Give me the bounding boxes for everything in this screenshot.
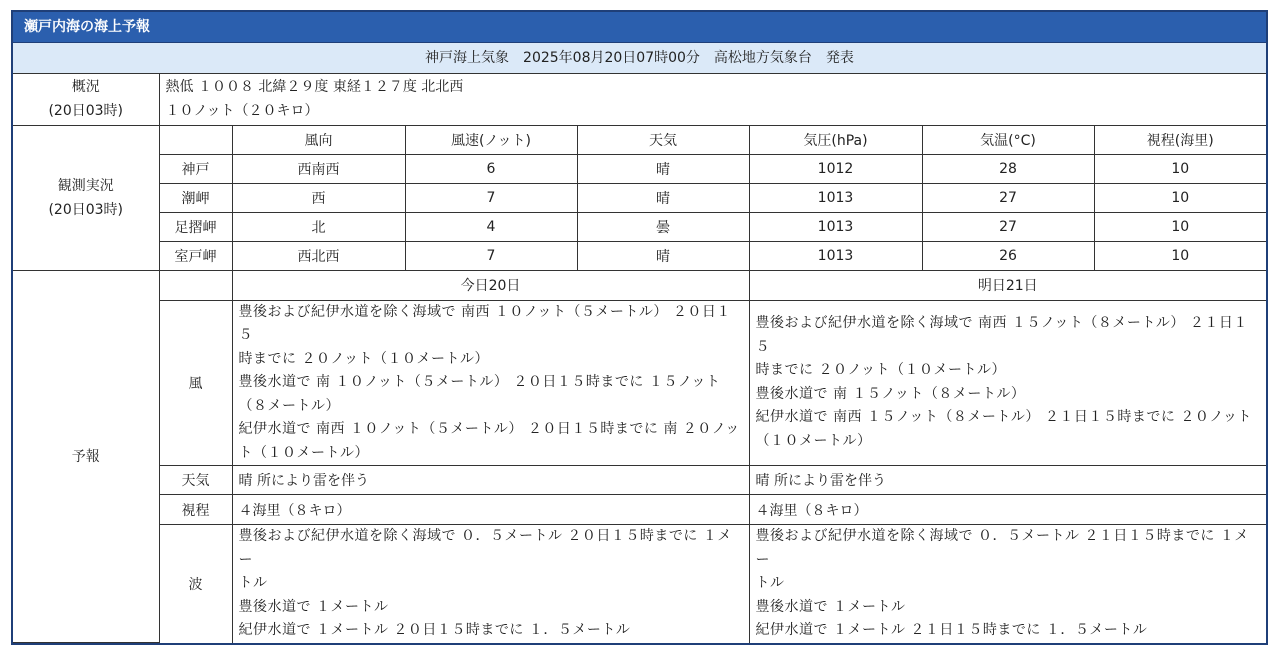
wind-speed-cell: 7: [405, 241, 577, 270]
forecast-weather-row: [13, 466, 1266, 495]
weather-cell: 曇: [577, 212, 749, 241]
table-row: [13, 212, 1266, 241]
station-header-empty: [159, 125, 232, 154]
wind-today-text: 豊後および紀伊水道を除く海域で 南西 １０ノット（５メートル） ２０日１５ 時までに ２０ノット（１０メートル） 豊後水道で 南 １０ノット（５メートル） ２０日１５時までに １５ノット （８メートル） 紀伊水道で 南西 １０ノット（５メートル） ２０日１５時までに 南 ２０ノッ ト（１０メートル）: [232, 300, 749, 466]
weather-cell: 晴: [577, 241, 749, 270]
pressure-cell: 1013: [749, 212, 922, 241]
col-header-pressure: 気圧(hPa): [749, 125, 922, 154]
issued-line: 神戸海上気象 2025年08月20日07時00分 高松地方気象台 発表: [13, 43, 1266, 74]
temp-cell: 27: [922, 183, 1094, 212]
weather-today-text: 晴 所により雷を伴う: [232, 466, 749, 495]
wind-dir-cell: 西北西: [232, 241, 405, 270]
col-header-weather: 天気: [577, 125, 749, 154]
wind-speed-cell: 4: [405, 212, 577, 241]
station-name: 潮岬: [159, 183, 232, 212]
pressure-cell: 1013: [749, 183, 922, 212]
forecast-table: [13, 74, 1266, 643]
overview-row: [13, 74, 1266, 125]
wind-dir-cell: 北: [232, 212, 405, 241]
station-name: 足摺岬: [159, 212, 232, 241]
forecast-header-empty: [159, 270, 232, 300]
temp-cell: 27: [922, 212, 1094, 241]
weather-cell: 晴: [577, 183, 749, 212]
visibility-cell: 10: [1094, 154, 1266, 183]
pressure-cell: 1013: [749, 241, 922, 270]
weather-cell: 晴: [577, 154, 749, 183]
observations-label: 観測実況 (20日03時): [13, 125, 159, 270]
visibility-today-text: ４海里（８キロ）: [232, 495, 749, 525]
overview-label: 概況 (20日03時): [13, 74, 159, 125]
wind-label: 風: [159, 300, 232, 466]
weather-label: 天気: [159, 466, 232, 495]
observations-header-row: [13, 125, 1266, 154]
wind-dir-cell: 西: [232, 183, 405, 212]
forecast-visibility-row: [13, 495, 1266, 525]
marine-forecast-panel: [11, 10, 1268, 645]
visibility-cell: 10: [1094, 241, 1266, 270]
forecast-header-row: [13, 270, 1266, 300]
col-header-wind-dir: 風向: [232, 125, 405, 154]
tomorrow-header: 明日21日: [749, 270, 1266, 300]
station-name: 室戸岬: [159, 241, 232, 270]
visibility-cell: 10: [1094, 212, 1266, 241]
today-header: 今日20日: [232, 270, 749, 300]
waves-label: 波: [159, 525, 232, 643]
panel-title: 瀬戸内海の海上予報: [13, 12, 1266, 43]
table-row: [13, 241, 1266, 270]
visibility-label: 視程: [159, 495, 232, 525]
temp-cell: 26: [922, 241, 1094, 270]
col-header-visibility: 視程(海里): [1094, 125, 1266, 154]
weather-tomorrow-text: 晴 所により雷を伴う: [749, 466, 1266, 495]
temp-cell: 28: [922, 154, 1094, 183]
col-header-temp: 気温(°C): [922, 125, 1094, 154]
wind-tomorrow-text: 豊後および紀伊水道を除く海域で 南西 １５ノット（８メートル） ２１日１５ 時までに ２０ノット（１０メートル） 豊後水道で 南 １５ノット（８メートル） 紀伊水道で 南西 １５ノット（８メートル） ２１日１５時までに ２０ノット （１０メートル）: [749, 300, 1266, 466]
overview-text: 熱低 １００８ 北緯２９度 東経１２７度 北北西 １０ノット（２０キロ）: [159, 74, 1266, 125]
table-row: [13, 183, 1266, 212]
wind-speed-cell: 7: [405, 183, 577, 212]
waves-tomorrow-text: 豊後および紀伊水道を除く海域で ０．５メートル ２１日１５時までに １メー トル 豊後水道で １メートル 紀伊水道で １メートル ２１日１５時までに １．５メートル: [749, 525, 1266, 643]
station-name: 神戸: [159, 154, 232, 183]
pressure-cell: 1012: [749, 154, 922, 183]
forecast-wind-row: [13, 300, 1266, 466]
forecast-label: 予報: [13, 270, 159, 643]
table-row: [13, 154, 1266, 183]
col-header-wind-speed: 風速(ノット): [405, 125, 577, 154]
visibility-tomorrow-text: ４海里（８キロ）: [749, 495, 1266, 525]
visibility-cell: 10: [1094, 183, 1266, 212]
wind-speed-cell: 6: [405, 154, 577, 183]
forecast-waves-row: [13, 525, 1266, 643]
wind-dir-cell: 西南西: [232, 154, 405, 183]
waves-today-text: 豊後および紀伊水道を除く海域で ０．５メートル ２０日１５時までに １メー トル 豊後水道で １メートル 紀伊水道で １メートル ２０日１５時までに １．５メートル: [232, 525, 749, 643]
